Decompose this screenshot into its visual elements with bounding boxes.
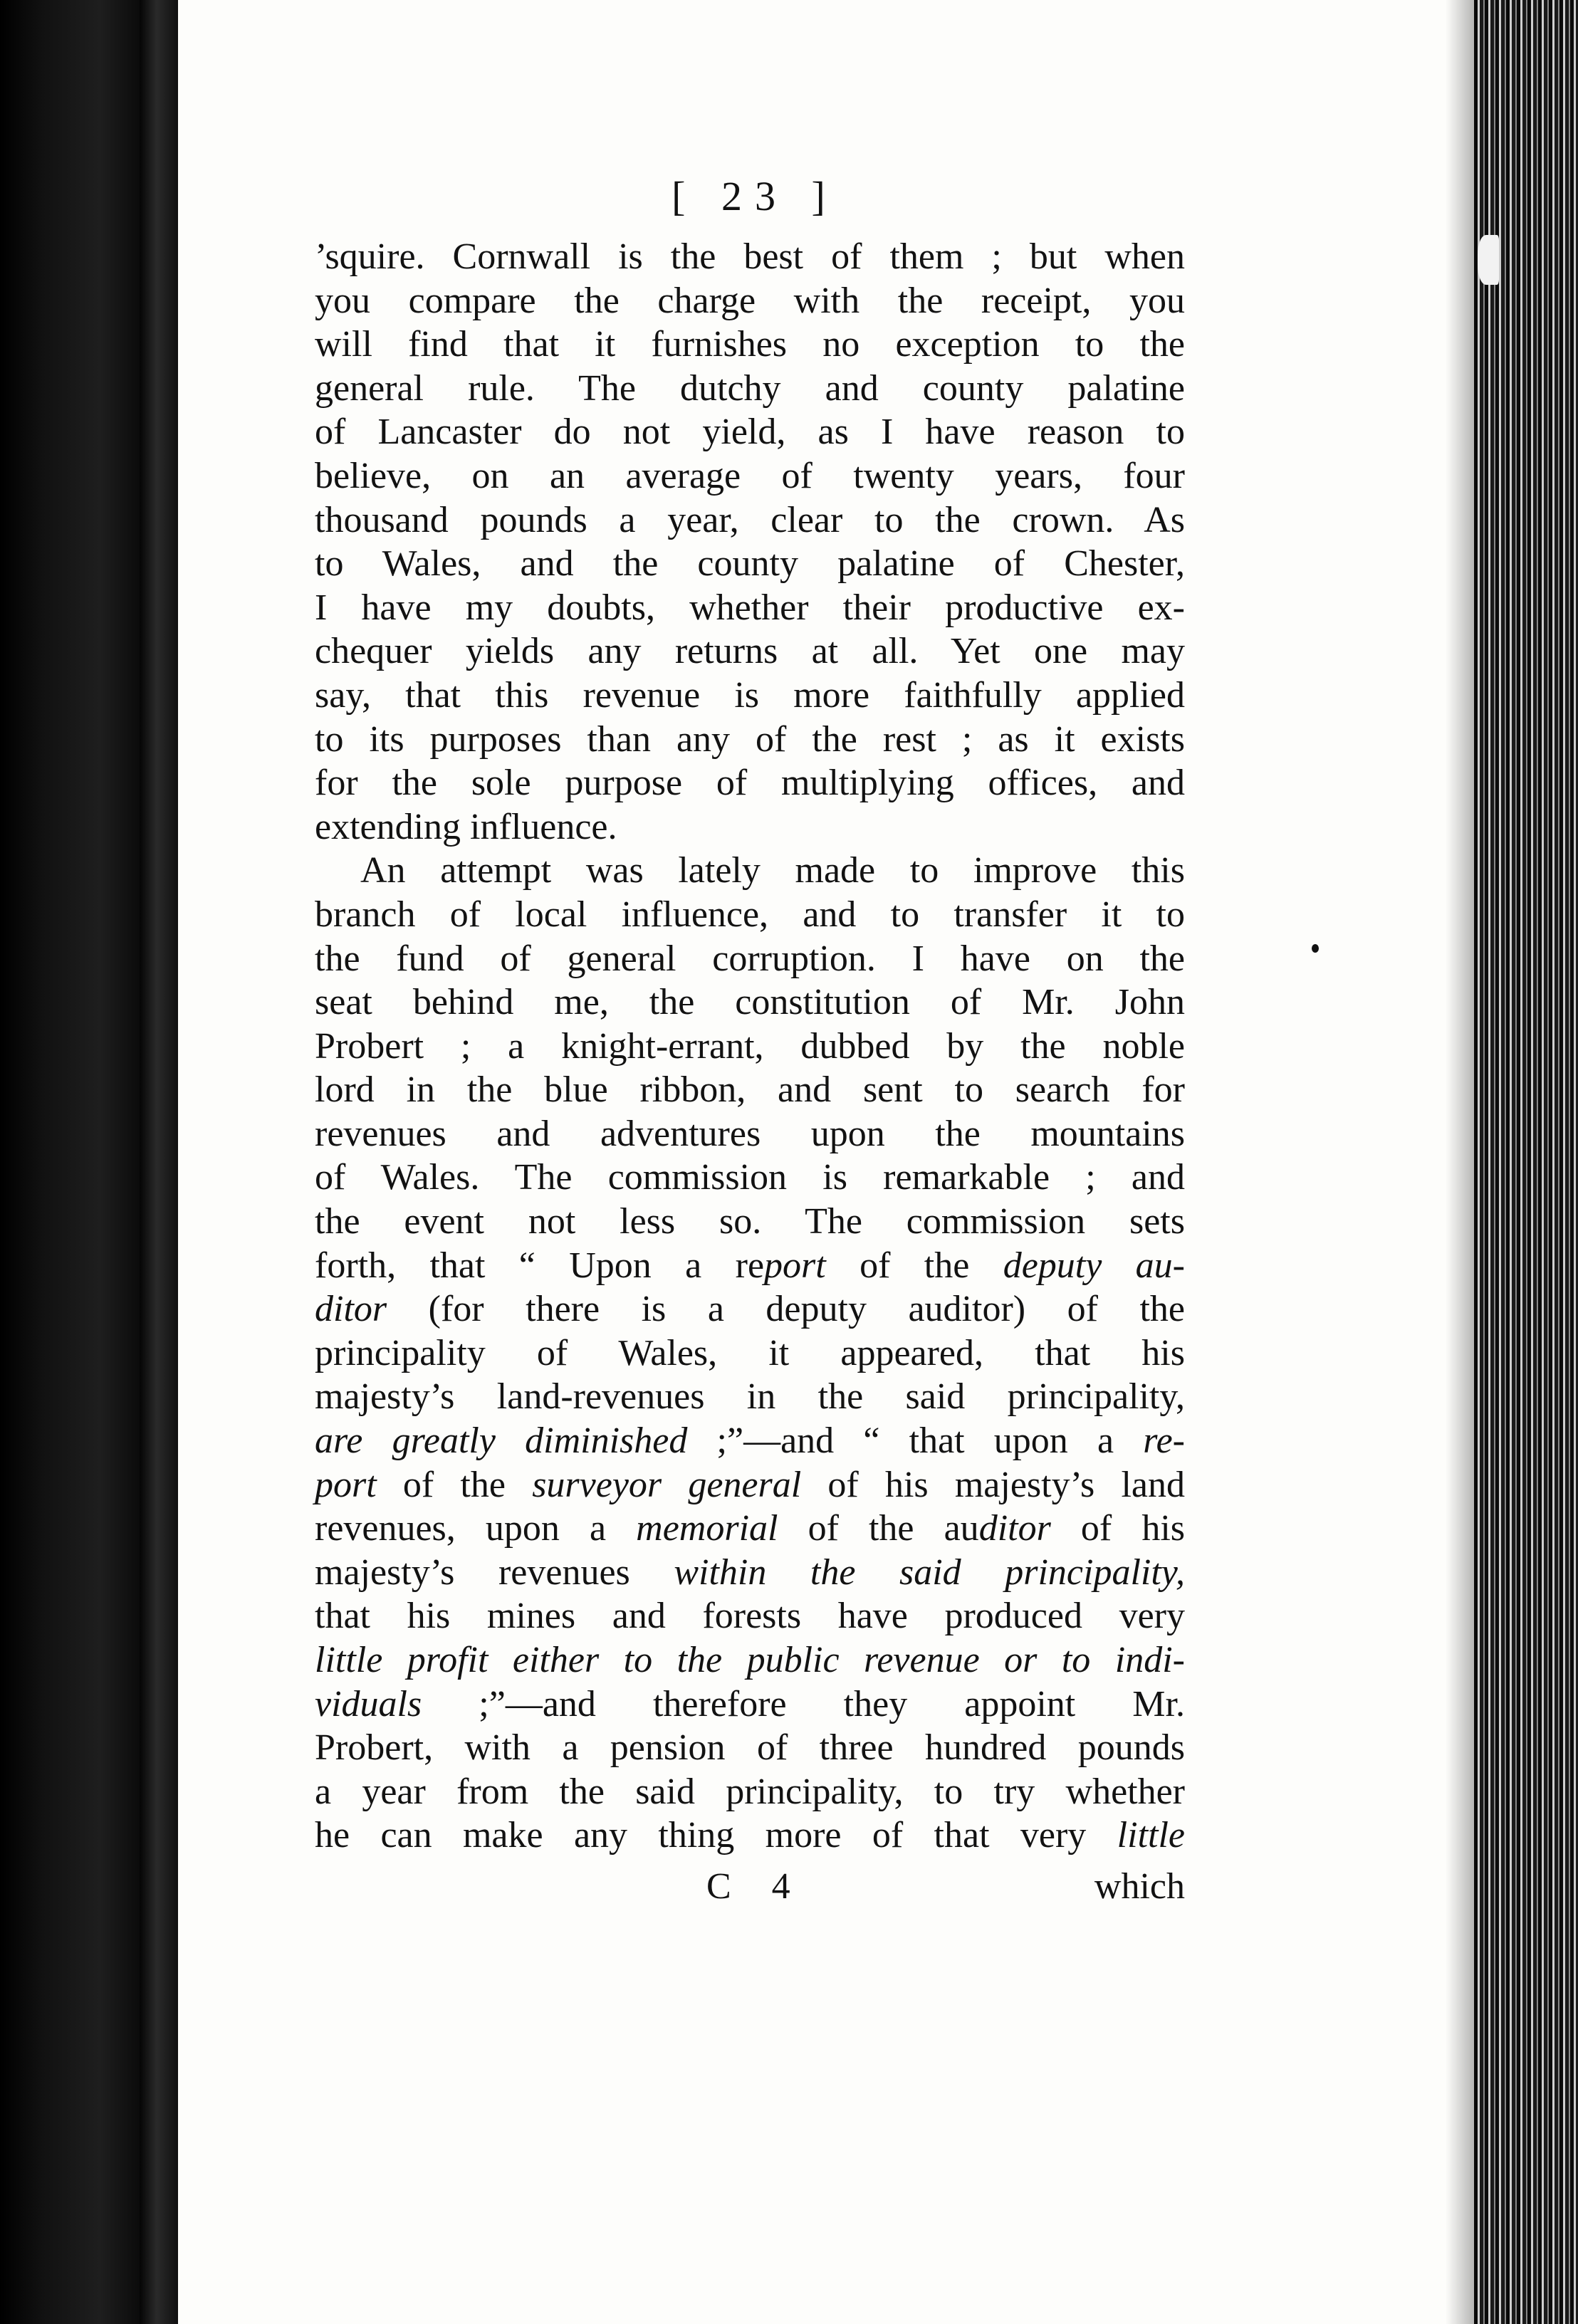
text-line: Probert, with a pension of three hundred pounds	[315, 1727, 1185, 1769]
quoted-line: are greatly diminished ;”—and “ that upon a re-	[315, 1420, 1185, 1462]
text-line: will find that it furnishes no exception to the	[315, 324, 1185, 365]
quoted-line: majesty’s revenues within the said principality,	[315, 1551, 1185, 1593]
text-line: thousand pounds a year, clear to the crown. As	[315, 499, 1185, 540]
text-line: for the sole purpose of multiplying offices, and	[315, 763, 1185, 804]
signature-mark: C 4	[706, 1866, 806, 1907]
text-line: a year from the said principality, to try whether	[315, 1771, 1185, 1812]
text-line: he can make any thing more of that very little	[315, 1815, 1185, 1856]
text-line: general rule. The dutchy and county palatine	[315, 367, 1185, 409]
quoted-line: principality of Wales, it appeared, that his	[315, 1332, 1185, 1373]
quoted-line: little profit either to the public revenue or to indi-	[315, 1640, 1185, 1680]
text-line: of Lancaster do not yield, as I have reason to	[315, 412, 1185, 453]
page-edge-mark	[1478, 235, 1499, 285]
page-number-header: [ 23 ]	[672, 173, 838, 219]
text-line: Probert ; a knight-errant, dubbed by the noble	[315, 1025, 1185, 1067]
quoted-line: ditor (for there is a deputy auditor) of the	[315, 1289, 1185, 1330]
text-line: forth, that “ Upon a report of the deputy au-	[315, 1245, 1185, 1286]
text-line: ’squire. Cornwall is the best of them ; but when	[315, 236, 1185, 277]
ink-speck	[1312, 944, 1319, 953]
catchword: which	[1094, 1866, 1185, 1907]
text-line: seat behind me, the constitution of Mr. John	[315, 982, 1185, 1023]
quoted-line: port of the surveyor general of his majesty’s land	[315, 1464, 1186, 1505]
text-line: say, that this revenue is more faithfully applied	[315, 674, 1185, 716]
text-line: the fund of general corruption. I have on the	[315, 938, 1185, 979]
quoted-line: viduals ;”—and therefore they appoint Mr.	[315, 1683, 1185, 1724]
text-line: the event not less so. The commission sets	[315, 1201, 1185, 1242]
page-footer	[315, 1865, 1185, 1910]
facing-page-edge	[0, 0, 142, 2324]
text-line: lord in the blue ribbon, and sent to search for	[315, 1069, 1185, 1111]
text-line: of Wales. The commission is remarkable ; and	[315, 1157, 1185, 1198]
paragraph-start-line: An attempt was lately made to improve this	[360, 850, 1185, 891]
text-line: to Wales, and the county palatine of Chester,	[315, 543, 1185, 585]
text-line: revenues and adventures upon the mountains	[315, 1113, 1185, 1154]
text-line: believe, on an average of twenty years, four	[315, 455, 1185, 496]
paragraph-end-line: extending influence.	[315, 806, 617, 847]
quoted-line: revenues, upon a memorial of the auditor of his	[315, 1508, 1186, 1549]
book-gutter	[140, 0, 182, 2324]
body-text	[315, 235, 1185, 1858]
text-line: you compare the charge with the receipt, you	[315, 280, 1185, 321]
text-line: chequer yields any returns at all. Yet one may	[315, 631, 1185, 672]
text-line: branch of local influence, and to transfer it to	[315, 894, 1185, 935]
page-stack-edge	[1474, 0, 1578, 2324]
text-line: I have my doubts, whether their productive ex-	[315, 587, 1185, 628]
text-line: to its purposes than any of the rest ; as it exists	[315, 718, 1185, 760]
quoted-line: majesty’s land-revenues in the said principality,	[315, 1376, 1185, 1418]
quoted-line: that his mines and forests have produced very	[315, 1596, 1185, 1637]
